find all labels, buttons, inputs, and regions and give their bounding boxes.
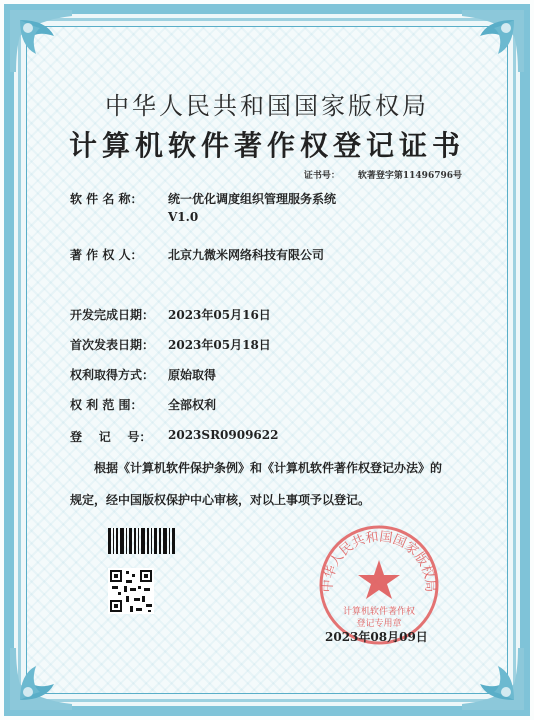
statement-line-1: 根据《计算机软件保护条例》和《计算机软件著作权登记办法》的 — [94, 461, 443, 475]
field-label: 权 利 范 围： — [70, 398, 143, 412]
field-software-name — [70, 190, 336, 224]
field-label: 登 记 号： — [70, 430, 152, 444]
certificate-number-value: 软著登字第11496796号 — [357, 171, 462, 181]
statement-line-2: 规定，经中国版权保护中心审核，对以上事项予以登记。 — [70, 493, 371, 507]
certificate-number-label: 证书号： — [303, 171, 340, 181]
field-value: 2023年05月16日 — [168, 308, 271, 322]
field-value: 原始取得 — [168, 368, 217, 382]
field-label: 权利取得方式： — [70, 368, 155, 382]
field-label: 著 作 权 人： — [70, 248, 143, 262]
corner-ornament-icon — [6, 644, 76, 714]
field-value — [168, 190, 336, 224]
field-label: 软 件 名 称： — [70, 192, 143, 206]
issue-date: 2023年08月09日 — [325, 630, 428, 644]
field-first-publish-date — [70, 336, 271, 353]
seal-ring-text: 中华人民共和国国家版权局 — [320, 529, 438, 593]
field-acquisition-method — [70, 366, 216, 383]
issuer-title: 中华人民共和国国家版权局 — [105, 92, 429, 120]
software-name-value: 统一优化调度组织管理服务系统 — [168, 192, 337, 206]
field-value: 2023年05月18日 — [168, 338, 271, 352]
statement-paragraph — [70, 452, 480, 516]
field-copyright-holder — [70, 246, 324, 263]
field-value: 北京九微米网络科技有限公司 — [168, 248, 325, 262]
certificate-number — [300, 168, 462, 181]
field-label: 开发完成日期： — [70, 308, 155, 322]
certificate-title: 计算机软件著作权登记证书 — [68, 129, 465, 162]
field-value: 2023SR0909622 — [168, 428, 279, 442]
corner-ornament-icon — [6, 6, 76, 76]
barcode-icon — [108, 528, 178, 554]
seal-center-text-1: 计算机软件著作权 — [342, 607, 416, 617]
field-label: 首次发表日期： — [70, 338, 155, 352]
qr-code-icon — [108, 568, 154, 614]
corner-ornament-icon — [458, 644, 528, 714]
field-rights-scope — [70, 396, 216, 413]
field-completion-date — [70, 306, 271, 323]
field-value: 全部权利 — [168, 398, 217, 412]
software-version: V1.0 — [168, 210, 199, 224]
corner-ornament-icon — [458, 6, 528, 76]
seal-center-text-2: 登记专用章 — [356, 619, 402, 629]
field-registration-no — [70, 428, 278, 445]
